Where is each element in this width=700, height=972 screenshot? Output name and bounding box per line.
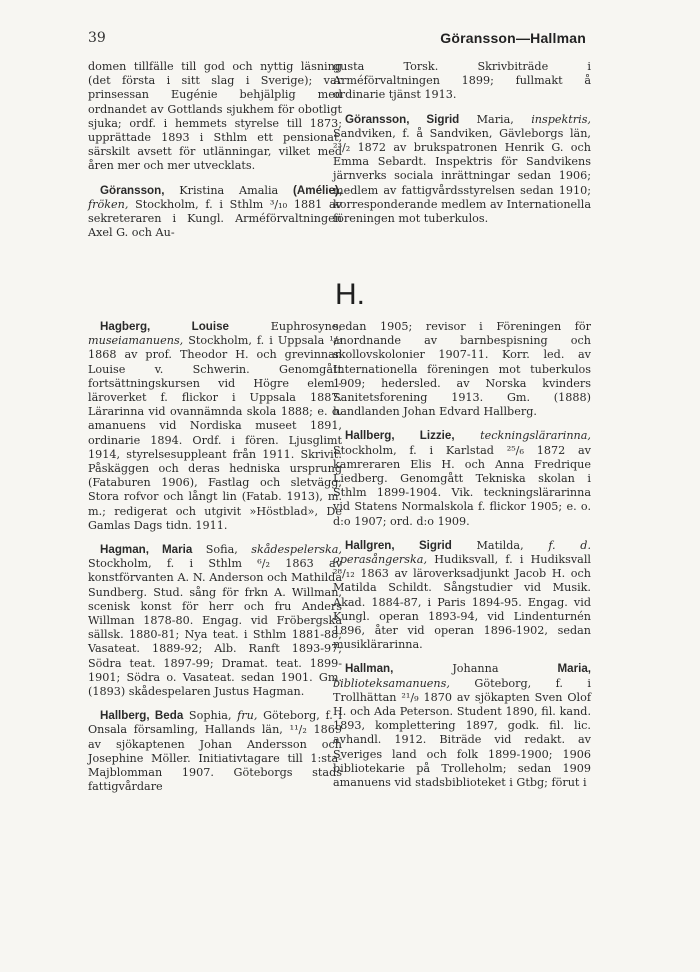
entry-hallberg-lizzie: [333, 429, 591, 528]
entry-occupation: skådespelerska,: [251, 543, 342, 557]
continued-entry-text: domen tillfälle till god och nyttig läsning (det första i sitt slag i Sverige); var prinsessan Eugénie behjälplig med ordnandet av Gottlands sjukhem för obotligt sjuka; ordf. i hemmets styrelse till 1873; upprättade 1893 i Sthlm ett pensionat, särskilt avsett för utlänningar, vilket med åren mer och mer utvecklats.: [88, 60, 342, 173]
bottom-right-column: [333, 320, 591, 790]
entry-occupation: biblioteksamanuens,: [333, 676, 450, 690]
top-left-column: [88, 60, 342, 240]
page-header: [0, 30, 700, 52]
entry-name: Hagberg, Louise: [100, 320, 229, 333]
entry-given-name: Matilda,: [451, 538, 549, 552]
entry-occupation: fru,: [237, 709, 258, 723]
entry-occupation: f. d. operasångerska,: [333, 538, 591, 567]
continued-entry-text: gusta Torsk. Skrivbiträde i Arméförvaltningen 1899; fullmakt å ordinarie tjänst 1913.: [333, 60, 591, 102]
page-number: 39: [88, 30, 106, 46]
entry-hallgren-sigrid: [333, 539, 591, 653]
entry-goransson-sigrid: [333, 113, 591, 227]
entry-text: Stockholm, f. i Uppsala ¹/₇ 1868 av prof. Theodor H. och grevinnan Louise v. Schwerin. Genomgått fortsättningskursen vid Högre elem.-läroverket f. flickor i Uppsala 1887. Lärarinna vid ovannämnda skola 1888; e. o. amanuens vid Nordiska museet 1891, ordinarie 1894. Ordf. i fören. Ljusglimt 1914, styrelsesuppleant från 1911. Skrivit: Påskäggen och deras hedniska ursprung (Fataburen 1906), Fastlag och sletvägg, Stora rofvor och långt lin (Fatab. 1913), m. m.; redigerat och utgivit »Höstblad», De Gamlas Dags tidn. 1911.: [88, 334, 342, 532]
entry-given-name-bold: Maria,: [557, 662, 591, 676]
entry-hagman-maria: [88, 543, 342, 699]
entry-hagberg-louise: [88, 320, 342, 533]
entry-text: Göteborg, f. i Onsala församling, Hallands län, ¹¹/₂ 1869 av sjökaptenen Johan Andersson och Josephine Möller. Initiativtagare till 1:sta-Majblomman 1907. Göteborgs stads fattigvårdare: [88, 709, 342, 794]
entry-text: Stockholm, f. i Sthlm ³/₁₀ 1881 av sekreteraren i Kungl. Arméförvaltningen Axel G. och Au-: [88, 197, 342, 240]
entry-given-name: Euphrosyne,: [229, 320, 342, 333]
entry-given-name: [455, 429, 481, 442]
entry-name: Hagman, Maria: [100, 543, 193, 557]
section-letter: H.: [335, 278, 365, 311]
top-right-column: [333, 60, 591, 226]
entry-given-name: Sophia,: [183, 709, 238, 723]
entry-text: Sandviken, f. å Sandviken, Gävleborgs län, ²³/₂ 1872 av brukspatronen Henrik G. och Emma Sebardt. Inspektris för Sandvikens järnverks sociala inrättningar sedan 1906; medlem av fattigvårdsstyrelsen sedan 1910; korresponderande medlem av Internationella föreningen mot tuberkulos.: [333, 126, 591, 226]
entry-given-name: Sofia,: [192, 543, 252, 557]
entry-name: Hallgren, Sigrid: [345, 538, 452, 552]
entry-name: Hallman,: [345, 662, 394, 676]
entry-text: Hudiksvall, f. i Hudiksvall ²⁸/₁₂ 1863 av läroverksadjunkt Jacob H. och Matilda Schildt. Sångstudier vid Musik. Akad. 1884-87, i Paris 1894-95. Engag. vid Kungl. operan 1893-94, vid Lindenturnén 1896, åter vid operan 1896-1902, sedan musiklärarinna.: [333, 553, 591, 652]
entry-occupation: teckningslärarinna,: [480, 429, 591, 443]
entry-text: Göteborg, f. i Trollhättan ²¹/₉ 1870 av sjökapten Sven Olof H. och Ada Peterson. Student 1890, fil. kand. 1893, komplettering 1897, godk. fil. lic. avhandl. 1912. Biträde vid redakt. av Sveriges land och folk 1899-1900; 1906 bibliotekarie på Trolleholm; sedan 1909 amanuens vid stadsbiblioteket i Gtbg; förut i: [333, 676, 591, 790]
bottom-left-column: [88, 320, 342, 795]
entry-given-name: Kristina Amalia: [164, 183, 294, 197]
entry-name: Göransson, Sigrid: [345, 112, 460, 126]
entry-occupation: fröken,: [88, 197, 129, 211]
continued-entry-text: sedan 1905; revisor i Föreningen för anordnande av barnbespisning och skollovskolonier 1907-11. Korr. led. av Internationella föreningen mot tuberkulos 1909; hedersled. av Norska kvinders Sanitetsforening 1913. Gm. (1888) handlanden Johan Edvard Hallberg.: [333, 320, 591, 419]
entry-occupation: museiamanuens,: [88, 334, 184, 348]
entry-name: Göransson,: [100, 183, 165, 197]
entry-given-name: Maria,: [459, 112, 532, 126]
entry-occupation: inspektris,: [531, 112, 591, 126]
entry-hallman-maria: [333, 662, 591, 790]
running-head: Göransson—Hallman: [440, 30, 586, 46]
entry-text: Stockholm, f. i Sthlm ⁶/₂ 1863 av konstförvanten A. N. Anderson och Mathilda Sundberg. Stud. sång för frkn A. Willman, scenisk konst för herr och fru Anders Willman 1878-80. Engag. vid Fröbergska sällsk. 1880-81; Nya teat. i Sthlm 1881-88; Vasateat. 1889-92; Alb. Ranft 1893-97; Södra teat. 1897-99; Dramat. teat. 1899-1901; Södra o. Vasateat. sedan 1901. Gm. (1893) skådespelaren Justus Hagman.: [88, 557, 342, 699]
entry-given-name-bold: (Amélie),: [293, 183, 342, 197]
entry-goransson-kristina: [88, 184, 342, 241]
entry-given-name: Johanna: [393, 662, 558, 676]
entry-name: Hallberg, Beda: [100, 709, 184, 723]
entry-text: Stockholm, f. i Karlstad ²⁵/₆ 1872 av kamreraren Elis H. och Anna Fredrique Liedberg. Genomgått Tekniska skolan i Sthlm 1899-1904. Vik. teckningslärarinna vid Statens Normalskola f. flickor 1905; e. o. d:o 1907; ord. d:o 1909.: [333, 443, 591, 528]
entry-hallberg-beda: [88, 709, 342, 794]
entry-name: Hallberg, Lizzie,: [345, 429, 455, 443]
